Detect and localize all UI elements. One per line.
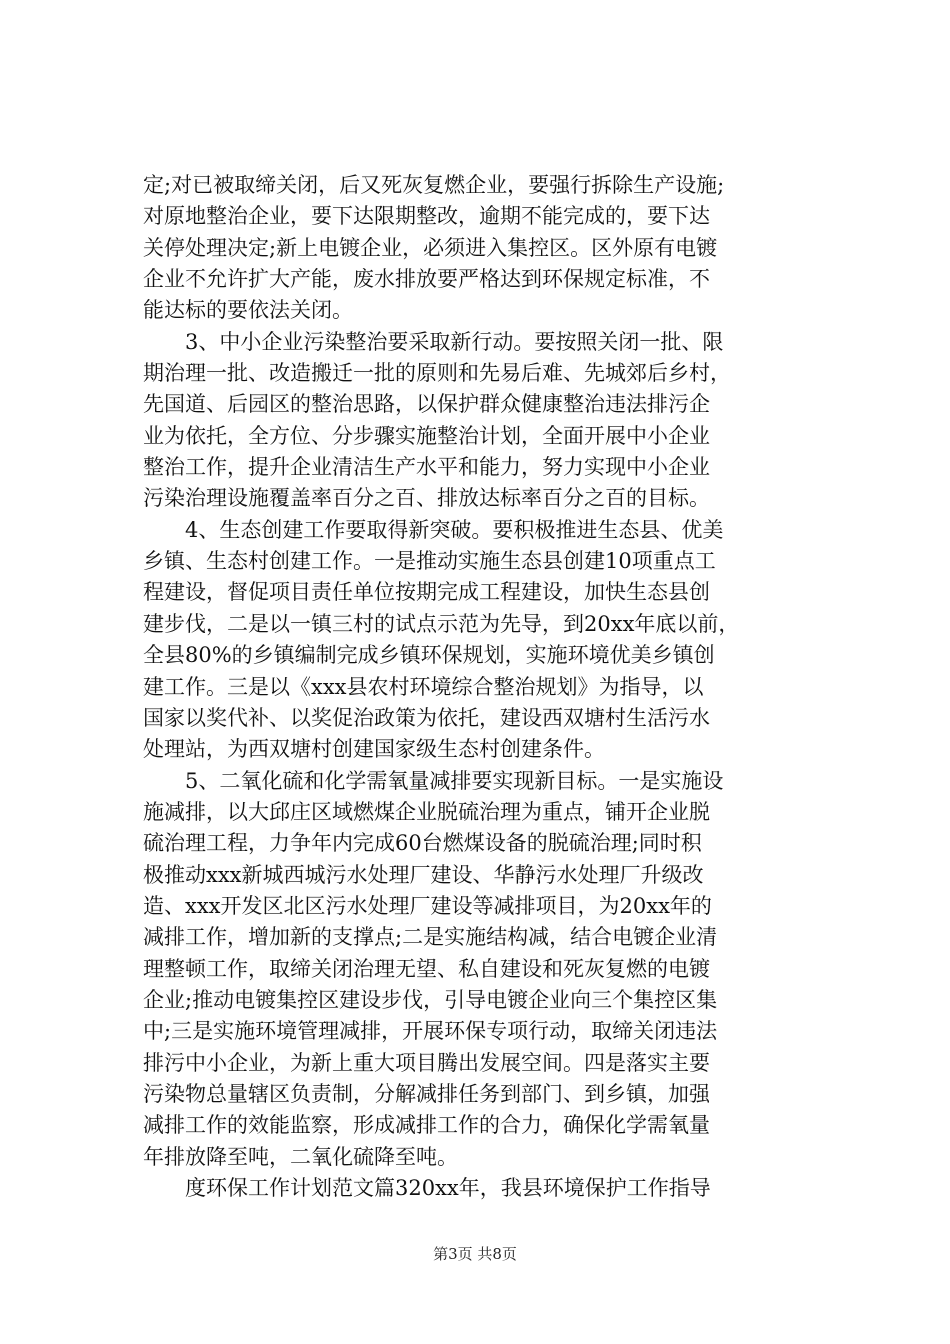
text-line: 关停处理决定;新上电镀企业，必须进入集控区。区外原有电镀 — [143, 235, 718, 260]
text-line: 理整顿工作，取缔关闭治理无望、私自建设和死灰复燃的电镀 — [143, 956, 710, 981]
text-line: 定;对已被取缔关闭，后又死灰复燃企业，要强行拆除生产设施; — [143, 173, 725, 197]
text-line: 期治理一批、改造搬迁一批的原则和先易后难、先城郊后乡村， — [143, 361, 731, 386]
text-line: 程建设，督促项目责任单位按期完成工程建设，加快生态县创 — [143, 580, 710, 605]
text-line: 极推动xxx新城西城污水处理厂建设、华静污水处理厂升级改 — [143, 862, 704, 887]
text-line: 施减排，以大邱庄区域燃煤企业脱硫治理为重点，铺开企业脱 — [143, 799, 710, 824]
text-line: 减排工作，增加新的支撑点;二是实施结构减，结合电镀企业清 — [143, 925, 718, 950]
text-line: 建步伐，二是以一镇三村的试点示范为先导，到20xx年底以前， — [143, 611, 740, 636]
paragraph-start-line: 4、生态创建工作要取得新突破。要积极推进生态县、优美 — [185, 517, 724, 542]
text-line: 先国道、后园区的整治思路，以保护群众健康整治违法排污企 — [143, 392, 710, 417]
text-line: 排污中小企业，为新上重大项目腾出发展空间。四是落实主要 — [143, 1050, 710, 1075]
text-line: 污染物总量辖区负责制，分解减排任务到部门、到乡镇，加强 — [143, 1081, 710, 1106]
paragraph-start-line: 5、二氧化硫和化学需氧量减排要实现新目标。一是实施设 — [185, 768, 724, 793]
text-line: 年排放降至吨，二氧化硫降至吨。 — [143, 1144, 458, 1169]
text-line: 硫治理工程，力争年内完成60台燃煤设备的脱硫治理;同时积 — [143, 831, 702, 856]
text-line: 全县80%的乡镇编制完成乡镇环保规划，实施环境优美乡镇创 — [143, 643, 715, 668]
paragraph-start-line: 度环保工作计划范文篇320xx年，我县环境保护工作指导 — [185, 1176, 711, 1200]
text-line: 中;三是实施环境管理减排，开展环保专项行动，取缔关闭违法 — [143, 1019, 718, 1044]
text-line: 对原地整治企业，要下达限期整改，逾期不能完成的，要下达 — [143, 204, 710, 229]
page-number-footer: 第3页 共8页 — [433, 1245, 517, 1263]
text-line: 造、xxx开发区北区污水处理厂建设等减排项目，为20xx年的 — [143, 893, 712, 918]
text-line: 建工作。三是以《xxx县农村环境综合整治规划》为指导，以 — [143, 674, 704, 699]
text-line: 企业;推动电镀集控区建设步伐，引导电镀企业向三个集控区集 — [143, 987, 718, 1012]
text-line: 乡镇、生态村创建工作。一是推动实施生态县创建10项重点工 — [143, 549, 716, 574]
text-line: 能达标的要依法关闭。 — [143, 298, 353, 323]
document-body — [143, 170, 833, 1204]
text-line: 处理站，为西双塘村创建国家级生态村创建条件。 — [143, 737, 605, 762]
text-line: 业为依托，全方位、分步骤实施整治计划，全面开展中小企业 — [143, 423, 710, 448]
text-line: 污染治理设施覆盖率百分之百、排放达标率百分之百的目标。 — [143, 486, 710, 511]
text-line: 国家以奖代补、以奖促治政策为依托，建设西双塘村生活污水 — [143, 705, 710, 730]
text-line: 企业不允许扩大产能，废水排放要严格达到环保规定标准，不 — [143, 267, 710, 292]
text-line: 整治工作，提升企业清洁生产水平和能力，努力实现中小企业 — [143, 455, 710, 480]
paragraph-start-line: 3、中小企业污染整治要采取新行动。要按照关闭一批、限 — [185, 329, 724, 354]
text-line: 减排工作的效能监察，形成减排工作的合力，确保化学需氧量 — [143, 1113, 710, 1138]
